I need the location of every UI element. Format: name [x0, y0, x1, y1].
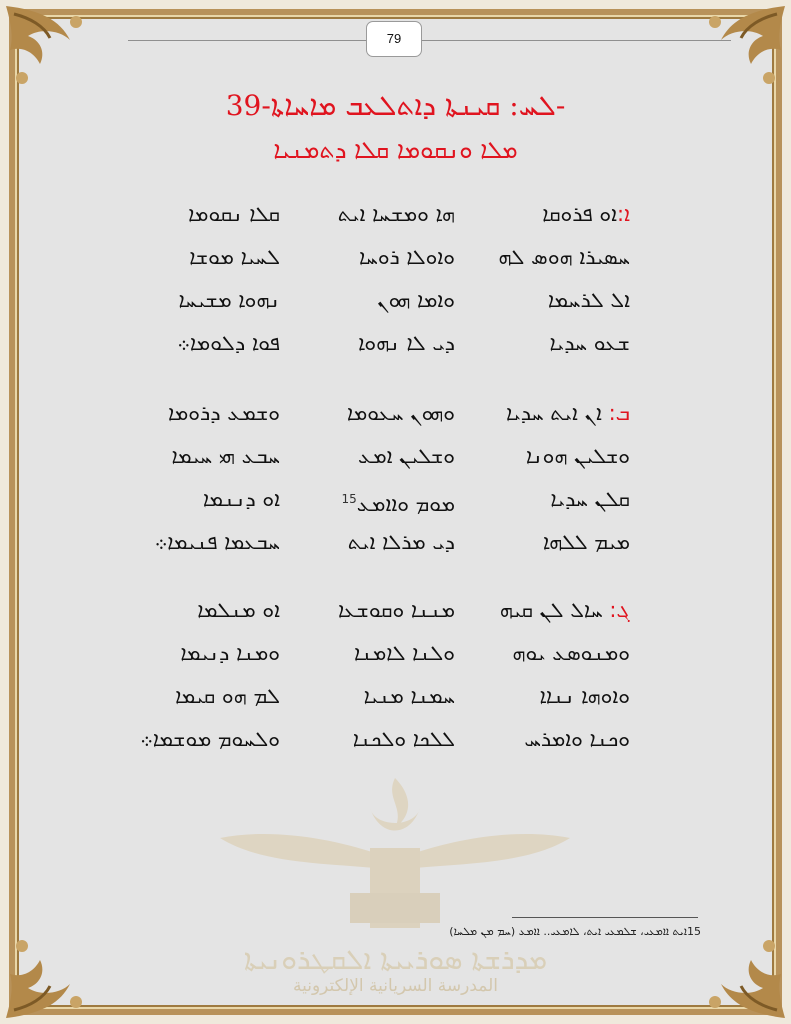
verse-cell: ܘܫܠܝܢ ܐܡܥ [357, 444, 455, 468]
stanza-marker: ܓ: [609, 598, 630, 622]
footnote-marker: 15 [341, 492, 357, 506]
verse-row [110, 632, 630, 675]
verse-row [110, 435, 630, 478]
verse-cell: ܚܡܢܐ ܡܢܝܐ [363, 684, 455, 708]
verse-cell: ܦܘܐ ܕܠܘܡܐ܀ [177, 331, 280, 355]
verse-cell: ܠܡ ܗܘ ܩܝܡܐ [175, 684, 280, 708]
footnote-rule [512, 917, 698, 918]
verse-cell: ܘܠܚܘܡ ܡܘܫܡܐ܀ [140, 727, 280, 751]
verse-text: ܡܘܡ ܘܐܐܡܥ [356, 492, 455, 516]
verse-cell: ܕܝ ܠܐ ܢܗܘܐ [358, 331, 455, 355]
verse-cell: ܘܡܢܐ ܕܢܝܡܐ [180, 641, 280, 665]
verse-row [110, 193, 630, 236]
verse-cell: ܫܥܘ ܚܕܝܐ [549, 331, 630, 355]
verse-cell: ܘܐܡܐ ܗܘܢ [377, 288, 455, 312]
verse-cell: ܚܣܝܪܐ ܗܘܣ ܠܗ [498, 245, 630, 269]
verse-cell: ܢܗܘܐ ܡܫܝܚܐ [178, 288, 280, 312]
verse-cell: ܘܗܘܢ ܚܥܘܡܐ [346, 401, 455, 425]
hymn-subtitle: ܡܠܐ ܘܢܩܘܡܐ ܩܠܐ ܕܬܡܢܝܐ [273, 136, 518, 164]
verse-cell: ܠܚܝܐ ܡܘܫܐ [189, 245, 280, 269]
logo-watermark-icon [210, 768, 580, 938]
stanza-1 [110, 193, 630, 365]
verse-cell: ܘܫܠܝܢ ܗܘܢܐ [525, 444, 630, 468]
verse-row [110, 675, 630, 718]
verse-row [110, 521, 630, 564]
footnote-text: 15ܐܝܬ ܐܐܡܥܝ، ܫܠܡܥܝ ܐܝܬ، ܠܐܡܥܝ.. ܐܐܡܥ (ܚܡ ܡܢ ܡܠܚܐ) [449, 925, 701, 938]
verse-cell: ܘܫܡܥ ܕܪܘܡܐ [167, 401, 280, 425]
verse-cell: ܐܘ ܡܢܠܡܐ [197, 598, 280, 622]
verse-cell: ܚܒܥܡܐ ܦܢܝܡܐ܀ [154, 530, 280, 554]
verse-cell: ܚܒܥ ܗܝ ܚܝܡܐ [171, 444, 280, 468]
verse-cell [342, 478, 455, 526]
verse-cell: ܩܠܢ ܚܕܝܐ [550, 487, 630, 511]
verse-cell: ܕܝ ܡܪܠܐ ܐܝܬ [347, 530, 455, 554]
page-number: 79 [366, 21, 422, 57]
verse-cell: ܡܢܢܐ ܘܩܘܫܥܐ [337, 598, 455, 622]
verse-cell: ܠܠܟܐ ܘܠܟܢܐ [352, 727, 455, 751]
verse-cell: ܗܐ ܘܡܫܚܐ ܐܝܬ [337, 202, 455, 226]
verse-row [110, 478, 630, 521]
verse-row [110, 236, 630, 279]
verse-cell: ܩܠܐ ܢܩܘܡܐ [188, 202, 280, 226]
stanza-2 [110, 392, 630, 564]
stanza-marker: ܐ: [617, 202, 630, 226]
stanza-3 [110, 589, 630, 761]
watermark-syriac-text: ܡܕܪܫܬܐ ܣܘܪܝܝܬܐ ܐܠܩܛܪܘܢܝܬܐ [243, 943, 548, 976]
verse-cell: ܡܝܡ ܠܠܗܐ [542, 530, 630, 554]
verse-cell: ܘܡܢܘܣܥ ܝܘܗ [512, 641, 630, 665]
verse-cell: ܓ: ܚܐܠ ܠܢ ܩܝܗ [499, 598, 630, 622]
verse-row [110, 322, 630, 365]
verse-cell: ܘܠܢܐ ܠܐܡܢܐ [354, 641, 455, 665]
verse-cell: ܐ:ܐܘ ܦܪܘܩܐ [542, 202, 630, 226]
verse-row [110, 718, 630, 761]
verse-row [110, 589, 630, 632]
verse-cell: ܐܠ ܠܪܚܡܐ [547, 288, 630, 312]
hymn-title: ܠܚ: ܩܝܢܬܐ ܕܐܬܠܥܒ ܡܐܚܐܬܐ-39- [225, 89, 566, 122]
header-rule [128, 40, 731, 41]
verse-row [110, 392, 630, 435]
watermark-arabic-text: المدرسة السريانية الإلكترونية [292, 976, 499, 996]
verse-cell: ܒ: ܐܢ ܐܝܬ ܚܕܝܐ [506, 401, 630, 425]
verse-cell: ܘܐܘܗܐ ܢܢܐܐ [539, 684, 630, 708]
verse-row [110, 279, 630, 322]
verse-cell: ܘܟܢܐ ܘܐܡܪܚ [524, 727, 630, 751]
verse-cell: ܐܘ ܕܢܢܡܐ [202, 487, 280, 511]
stanza-marker: ܒ: [608, 401, 630, 425]
verse-cell: ܘܐܘܠܐ ܪܘܚܐ [359, 245, 455, 269]
